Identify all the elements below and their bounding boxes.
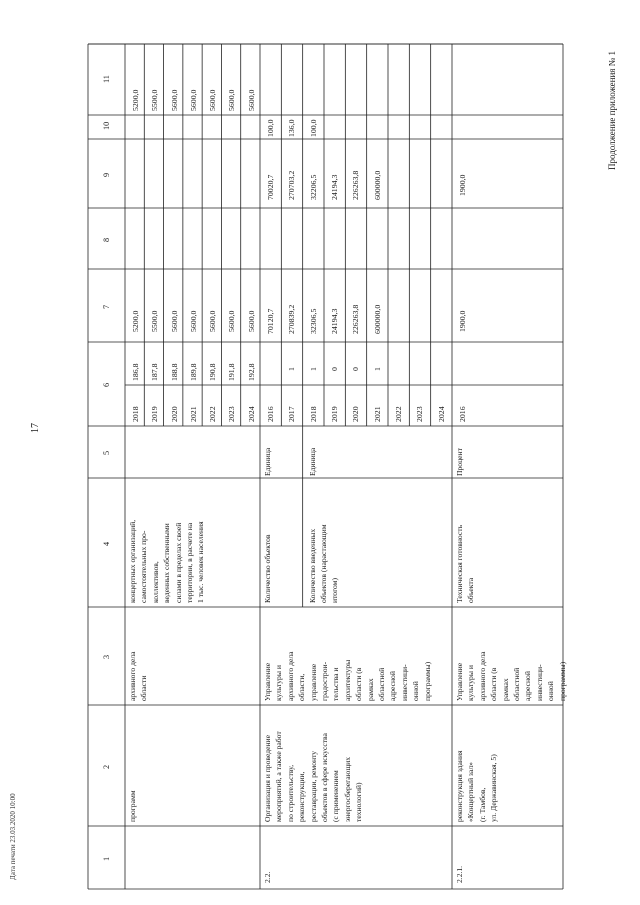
cell-col11: 5600,0 <box>246 89 256 111</box>
cell-name: реставрации, ремонту <box>308 750 318 822</box>
cell-col9: 600000,0 <box>372 170 382 200</box>
cell-executor: онной <box>411 681 421 701</box>
cell-indicator-value: 0 <box>330 367 339 371</box>
cell-col7: 5600,0 <box>208 310 218 332</box>
cell-executor: управление <box>308 663 318 701</box>
cell-indicator: объектов (нарастающим <box>319 524 329 603</box>
cell-name: (г. Тамбов, <box>477 787 487 822</box>
cell-executor: тельства и <box>331 667 341 701</box>
continuation-header: Продолжение приложения № 1 <box>607 50 617 170</box>
cell-executor: программы) <box>422 661 432 701</box>
cell-executor: инвестици- <box>399 664 409 701</box>
column-number-9: 9 <box>102 172 111 177</box>
cell-indicator-value: 0 <box>351 367 361 371</box>
cell-col7: 70120,7 <box>266 308 275 334</box>
cell-indicator-value: 1 <box>372 367 382 371</box>
cell-col9: 24194,3 <box>330 174 339 200</box>
column-number-2: 2 <box>102 764 111 769</box>
cell-indicator: Техническая готовность <box>455 524 464 603</box>
cell-year: 2021 <box>188 406 198 422</box>
cell-indicator-value: 1 <box>287 367 297 371</box>
cell-name: объектов в сфере искусства <box>320 733 329 822</box>
cell-unit: Единица <box>263 447 272 476</box>
cell-indicator-value: 187,8 <box>150 363 160 381</box>
cell-executor: рамках <box>365 678 375 701</box>
cell-year: 2022 <box>208 406 218 422</box>
cell-indicator: силами в пределах своей <box>173 522 183 603</box>
cell-executor: адресной <box>388 671 398 701</box>
cell-year: 2024 <box>246 406 256 422</box>
cell-col7: 5500,0 <box>150 310 160 332</box>
column-number-10: 10 <box>102 121 111 130</box>
page-number: 17 <box>30 423 41 433</box>
cell-year: 2019 <box>330 406 339 422</box>
column-number-11: 11 <box>102 74 111 83</box>
column-number-8: 8 <box>102 237 111 242</box>
cell-indicator: территории, в расчете на <box>185 522 194 603</box>
cell-executor: области <box>139 675 149 701</box>
cell-indicator: объекта <box>466 577 476 603</box>
cell-name: (с применением <box>331 770 341 822</box>
cell-col11: 5600,0 <box>227 89 237 111</box>
cell-name: «Концертный зал» <box>466 762 476 822</box>
cell-name: Организация и проведение <box>263 735 272 822</box>
cell-executor: адресной <box>523 671 533 701</box>
cell-col9: 70020,7 <box>266 174 275 200</box>
cell-name: реконструкция здания <box>455 750 464 822</box>
cell-year: 2022 <box>394 406 403 422</box>
cell-indicator: концертных организаций, <box>128 519 137 603</box>
cell-indicator: итогом) <box>330 578 340 603</box>
cell-name: реконструкции, <box>297 771 307 822</box>
cell-year: 2020 <box>169 406 179 422</box>
cell-year: 2018 <box>308 406 318 422</box>
cell-col11: 5600,0 <box>208 89 218 111</box>
cell-col11: 5500,0 <box>150 89 160 111</box>
cell-indicator: самостоятельных про- <box>139 530 149 603</box>
cell-col7: 600000,0 <box>372 304 382 334</box>
cell-col11: 5600,0 <box>169 89 179 111</box>
cell-name: мероприятий, а также работ <box>274 731 284 822</box>
cell-year: 2018 <box>131 406 140 422</box>
cell-indicator-value: 190,8 <box>208 363 218 381</box>
cell-col10: 100,0 <box>308 119 318 137</box>
cell-col7: 226263,8 <box>351 304 361 334</box>
cell-executor: рамках <box>500 678 510 701</box>
cell-col7: 1900,0 <box>458 310 467 332</box>
column-number-6: 6 <box>102 382 111 387</box>
cell-year: 2024 <box>436 406 446 422</box>
cell-year: 2016 <box>266 406 275 422</box>
cell-indicator: Количество введенных <box>307 528 317 603</box>
cell-indicator: веденных собственными <box>162 523 172 603</box>
cell-name: энергосберегающих <box>342 756 352 822</box>
cell-name: программ <box>128 790 137 822</box>
cell-executor: архивного дела <box>477 651 487 701</box>
cell-number: 2.2. <box>263 871 272 883</box>
cell-year: 2023 <box>227 406 237 422</box>
cell-indicator-value: 189,8 <box>188 363 198 381</box>
cell-col11: 5600,0 <box>188 89 198 111</box>
cell-executor: областной <box>377 667 386 701</box>
cell-unit: Процент <box>455 448 464 476</box>
cell-indicator-value: 188,8 <box>169 363 179 381</box>
column-number-1: 1 <box>102 856 111 861</box>
cell-executor: областной <box>512 667 521 701</box>
cell-executor: Управление <box>455 662 464 701</box>
cell-number: 2.2.1. <box>455 865 464 883</box>
column-number-5: 5 <box>102 450 111 455</box>
cell-executor: культуры и <box>466 665 476 701</box>
cell-year: 2020 <box>351 406 361 422</box>
cell-indicator-value: 186,8 <box>131 363 140 381</box>
cell-executor: архивного дела <box>128 651 137 701</box>
cell-year: 2021 <box>372 406 382 422</box>
cell-year: 2019 <box>150 406 160 422</box>
cell-col7: 5600,0 <box>227 310 237 332</box>
cell-year: 2016 <box>458 406 467 422</box>
cell-name: технологий) <box>354 782 364 822</box>
cell-year: 2023 <box>415 406 425 422</box>
cell-year: 2017 <box>287 406 297 422</box>
cell-col9: 226263,8 <box>351 170 361 200</box>
cell-col10: 136,0 <box>287 119 297 137</box>
cell-col7: 24194,3 <box>330 308 339 334</box>
column-number-4: 4 <box>102 541 111 546</box>
cell-col7: 270839,2 <box>287 304 297 334</box>
cell-unit: Единица <box>307 447 317 476</box>
cell-col11: 5200,0 <box>131 89 140 111</box>
column-number-3: 3 <box>102 654 111 659</box>
cell-col10: 100,0 <box>266 119 275 137</box>
cell-col7: 32306,5 <box>308 308 318 334</box>
cell-indicator-value: 192,8 <box>246 363 256 381</box>
cell-executor: программы) <box>557 661 567 701</box>
cell-indicator-value: 191,8 <box>227 363 237 381</box>
cell-name: по строительству, <box>285 764 295 822</box>
cell-col9: 1900,0 <box>458 174 467 196</box>
cell-col7: 5600,0 <box>169 310 179 332</box>
cell-indicator: Количество объектов <box>263 534 272 603</box>
cell-col9: 32206,5 <box>308 174 318 200</box>
cell-name: ул. Державинская, 5) <box>489 754 499 822</box>
cell-col7: 5600,0 <box>246 310 256 332</box>
cell-executor: области (в <box>489 667 499 701</box>
cell-indicator: коллективов, <box>150 561 160 603</box>
cell-col7: 5200,0 <box>131 310 140 332</box>
column-number-7: 7 <box>102 304 111 309</box>
cell-executor: области (в <box>354 667 364 701</box>
cell-executor: градострои- <box>320 661 329 701</box>
print-date: Дата печати 23.03.2020 10:00 <box>9 793 17 880</box>
cell-executor: архивного дела <box>285 651 295 701</box>
cell-executor: Управление <box>263 662 272 701</box>
cell-executor: инвестици- <box>534 664 544 701</box>
cell-executor: области, <box>297 673 307 701</box>
cell-indicator: 1 тыс. человек населения <box>196 521 206 603</box>
cell-executor: онной <box>546 681 556 701</box>
cell-indicator-value: 1 <box>308 367 318 371</box>
cell-col9: 270703,2 <box>287 170 297 200</box>
cell-executor: архитектуры <box>342 659 352 701</box>
cell-executor: культуры и <box>274 665 284 701</box>
cell-col7: 5600,0 <box>188 310 198 332</box>
